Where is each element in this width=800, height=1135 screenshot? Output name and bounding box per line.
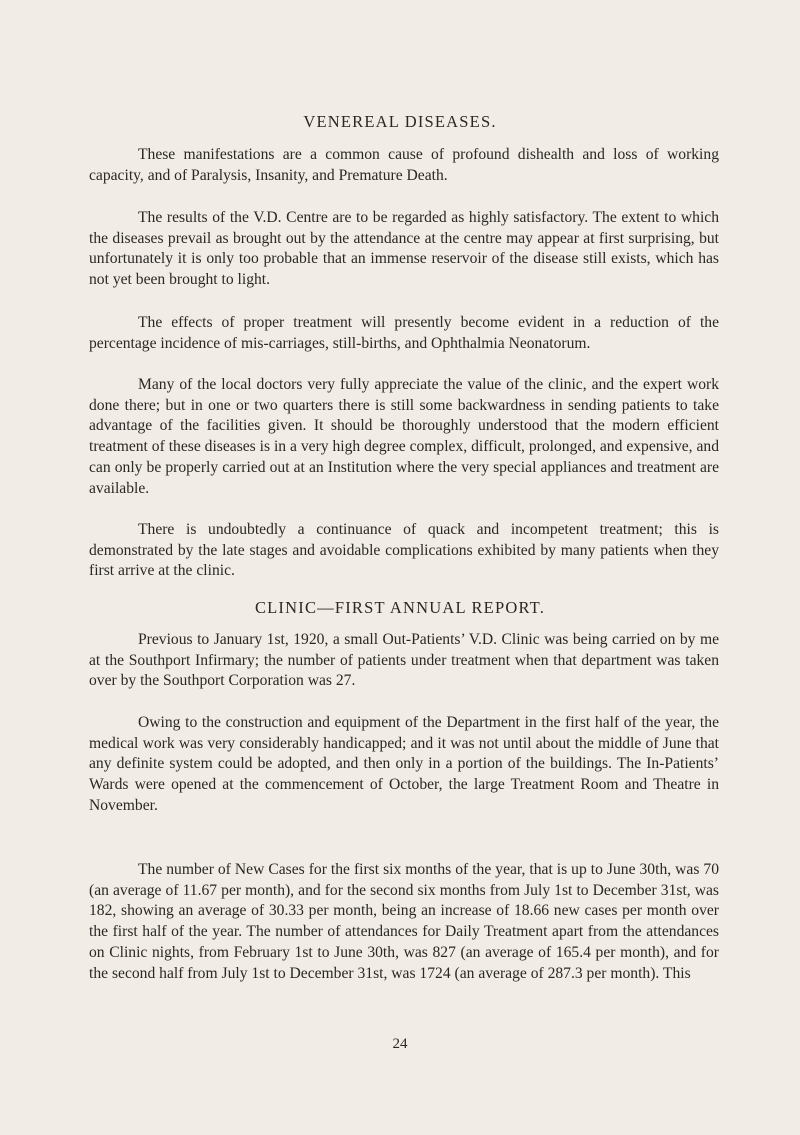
paragraph-local-doctors: Many of the local doctors very fully appreciate the value of the clinic, and the expert work done there; but in one or two quarters there is still some backwardness in sending patients to take advantage of the facilities given. It should be thoroughly understood that the modern efficient treatment of these diseases is in a very high degree complex, difficult, prolonged, and expensive, and can only be properly carried out at an Institution where the very special appliances and treatment are available.: [89, 376, 719, 497]
paragraph-manifestations: These manifestations are a common cause of profound dishealth and loss of working capacity, and of Paralysis, Insanity, and Premature Death.: [89, 146, 719, 184]
paragraph-quack-treatment: There is undoubtedly a continuance of quack and incompetent treatment; this is demonstrated by the late stages and avoidable complications exhibited by many patients when they first arrive at the clinic.: [89, 521, 719, 580]
paragraph-vd-centre-results: The results of the V.D. Centre are to be regarded as highly satisfactory. The extent to which the diseases prevail as brought out by the attendance at the centre may appear at first surprising, but unfortunately it is only too probable that an immense reservoir of the disease still exists, which has not yet been brought to light.: [89, 209, 719, 289]
paragraph-treatment-effects: The effects of proper treatment will presently become evident in a reduction of the percentage incidence of mis-carriages, still-births, and Ophthalmia Neonatorum.: [89, 314, 719, 352]
paragraph-new-cases: The number of New Cases for the first six months of the year, that is up to June 30th, was 70 (an average of 11.67 per month), and for the second six months from July 1st to December 31st, was 182, showing an average of 30.33 per month, being an increase of 18.66 new cases per month over the first half of the year. The number of attendances for Daily Treatment apart from the attendances on Clinic nights, from February 1st to June 30th, was 827 (an average of 165.4 per month), and for the second half from July 1st to December 31st, was 1724 (an average of 287.3 per month). This: [89, 861, 719, 982]
paragraph-construction: Owing to the construction and equipment of the Department in the first half of the year, the medical work was very considerably handicapped; and it was not until about the middle of June that any definite system could be adopted, and then only in a portion of the buildings. The In-Patients’ Wards were opened at the commencement of October, the large Treatment Room and Theatre in November.: [89, 714, 719, 814]
paragraph-previous-clinic: Previous to January 1st, 1920, a small Out-Patients’ V.D. Clinic was being carried on by me at the Southport Infirmary; the number of patients under treatment when that department was taken over by the Southport Corporation was 27.: [89, 631, 719, 690]
section-heading-venereal-diseases: VENEREAL DISEASES.: [303, 112, 497, 131]
section-heading-clinic-report: CLINIC—FIRST ANNUAL REPORT.: [254, 598, 546, 617]
page-number: 24: [392, 1036, 408, 1052]
